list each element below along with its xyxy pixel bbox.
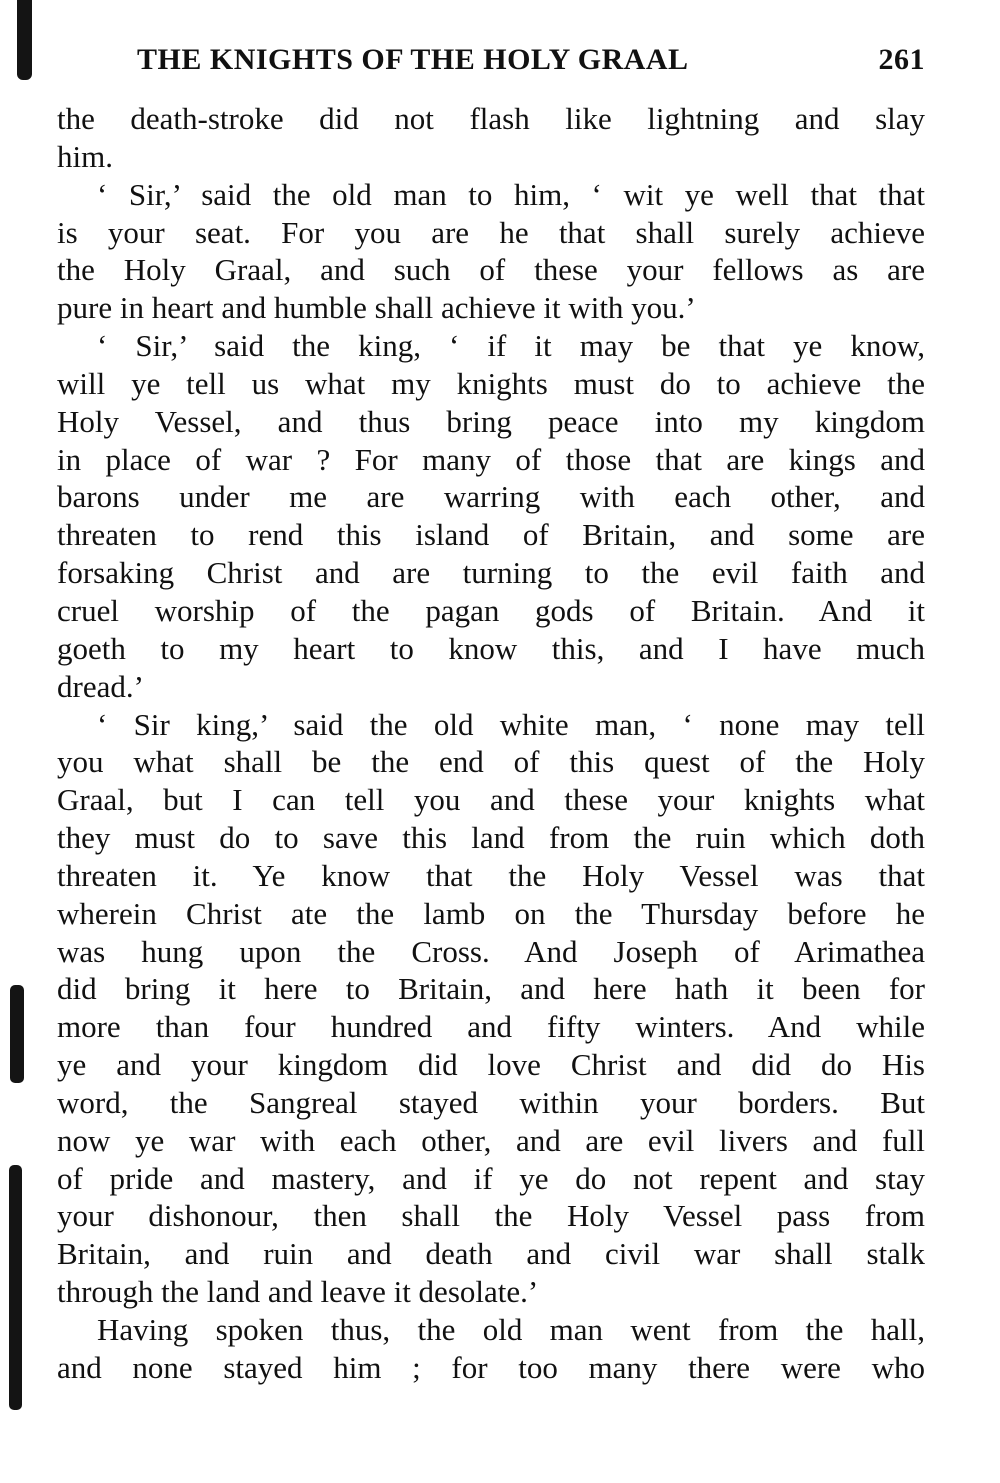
body-text xyxy=(57,100,925,1387)
text-line: wherein Christ ate the lamb on the Thursday before he xyxy=(57,895,925,931)
text-line: you what shall be the end of this quest of the Holy xyxy=(57,744,925,780)
text-line: goeth to my heart to know this, and I have much xyxy=(57,630,925,666)
text-line: now ye war with each other, and are evil livers and full xyxy=(57,1122,925,1158)
text-line: did bring it here to Britain, and here hath it been for xyxy=(57,971,925,1007)
text-line: through the land and leave it desolate.’ xyxy=(57,1274,539,1310)
text-line: of pride and mastery, and if ye do not repent and stay xyxy=(57,1160,925,1196)
text-line: is your seat. For you are he that shall surely achieve xyxy=(57,214,925,250)
text-line: they must do to save this land from the ruin which doth xyxy=(57,820,925,856)
text-line: ‘ Sir king,’ said the old white man, ‘ none may tell xyxy=(97,706,925,742)
running-head xyxy=(137,38,925,82)
page-number: 261 xyxy=(878,43,925,76)
scan-edge-mark-lower xyxy=(9,1165,22,1410)
text-line: will ye tell us what my knights must do to achieve the xyxy=(57,365,925,401)
text-line: Graal, but I can tell you and these your knights what xyxy=(57,782,925,818)
text-line: threaten to rend this island of Britain, and some are xyxy=(57,517,925,553)
text-line: ‘ Sir,’ said the old man to him, ‘ wit ye well that that xyxy=(97,176,925,212)
text-line: Having spoken thus, the old man went from the hall, xyxy=(97,1312,925,1347)
text-line: Britain, and ruin and death and civil war shall stalk xyxy=(57,1236,925,1272)
text-line: the Holy Graal, and such of these your fellows as are xyxy=(57,252,925,288)
text-line: forsaking Christ and are turning to the evil faith and xyxy=(57,555,925,591)
text-line: your dishonour, then shall the Holy Vessel pass from xyxy=(57,1198,925,1234)
running-title: THE KNIGHTS OF THE HOLY GRAAL xyxy=(137,43,689,76)
text-line: pure in heart and humble shall achieve it with you.’ xyxy=(57,290,696,326)
text-line: ye and your kingdom did love Christ and did do His xyxy=(57,1047,925,1083)
text-line: more than four hundred and fifty winters. And while xyxy=(57,1009,925,1045)
text-line: him. xyxy=(57,138,113,174)
text-line: barons under me are warring with each other, and xyxy=(57,479,925,515)
scan-edge-mark-top xyxy=(17,0,32,80)
text-line: word, the Sangreal stayed within your borders. But xyxy=(57,1084,925,1120)
text-line: dread.’ xyxy=(57,668,144,704)
text-line: ‘ Sir,’ said the king, ‘ if it may be that ye know, xyxy=(97,328,925,364)
text-line: and none stayed him ; for too many there were who xyxy=(57,1349,925,1385)
text-line: was hung upon the Cross. And Joseph of Arimathea xyxy=(57,933,925,969)
text-line: Holy Vessel, and thus bring peace into my kingdom xyxy=(57,403,925,439)
text-line: cruel worship of the pagan gods of Britain. And it xyxy=(57,592,925,628)
scan-edge-mark-middle xyxy=(10,985,24,1083)
text-line: the death-stroke did not flash like lightning and slay xyxy=(57,101,925,136)
text-line: threaten it. Ye know that the Holy Vessel was that xyxy=(57,857,925,893)
text-line: in place of war ? For many of those that are kings and xyxy=(57,441,925,477)
